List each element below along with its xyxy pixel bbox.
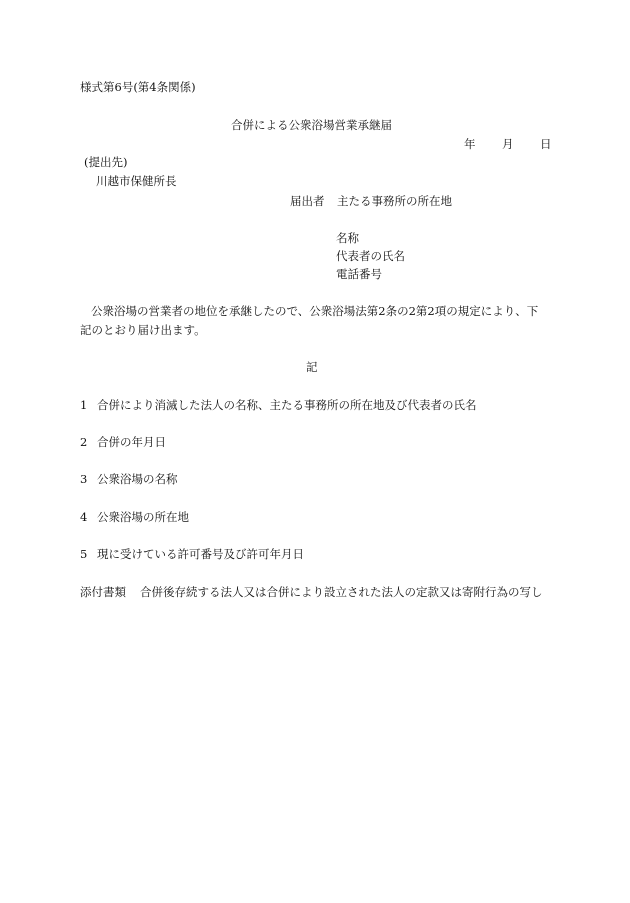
list-item xyxy=(80,400,477,412)
list-item xyxy=(80,549,304,561)
list-item-number: 4 xyxy=(80,510,88,524)
attachment-label: 添付書類 xyxy=(80,585,126,599)
list-item xyxy=(80,437,166,449)
applicant-representative-label: 代表者の氏名 xyxy=(336,249,405,263)
submit-to-label: (提出先) xyxy=(84,155,128,169)
date-year-label: 年 xyxy=(464,137,476,151)
ki-heading: 記 xyxy=(306,360,318,374)
list-item xyxy=(80,474,178,486)
list-item-text: 公衆浴場の名称 xyxy=(97,472,178,486)
list-item-text: 合併の年月日 xyxy=(97,435,166,449)
list-item-text: 現に受けている許可番号及び許可年月日 xyxy=(97,547,304,561)
list-item-text: 合併により消滅した法人の名称、主たる事務所の所在地及び代表者の氏名 xyxy=(97,398,477,412)
list-item-number: 1 xyxy=(80,398,88,412)
list-item xyxy=(80,512,189,524)
body-text-line-2: 記のとおり届け出ます。 xyxy=(80,323,206,337)
list-item-number: 3 xyxy=(80,472,88,486)
form-number-label: 様式第6号(第4条関係) xyxy=(80,80,196,94)
applicant-phone-label: 電話番号 xyxy=(336,267,382,281)
applicant-label: 届出者 xyxy=(290,194,325,208)
addressee: 川越市保健所長 xyxy=(96,174,177,188)
date-day-label: 日 xyxy=(540,137,552,151)
applicant-name-label: 名称 xyxy=(336,231,359,245)
attachment-text: 合併後存続する法人又は合併により設立された法人の定款又は寄附行為の写し xyxy=(140,585,543,599)
attachment-line xyxy=(80,587,543,599)
applicant-address-label: 主たる事務所の所在地 xyxy=(337,194,452,208)
list-item-number: 2 xyxy=(80,435,88,449)
list-item-text: 公衆浴場の所在地 xyxy=(97,510,189,524)
date-month-label: 月 xyxy=(502,137,514,151)
list-item-number: 5 xyxy=(80,547,88,561)
applicant-address-row xyxy=(290,196,452,208)
date-line xyxy=(464,139,552,151)
document-title: 合併による公衆浴場営業承継届 xyxy=(231,118,392,132)
body-text-line-1: 公衆浴場の営業者の地位を承継したので、公衆浴場法第2条の2第2項の規定により、下 xyxy=(91,304,539,318)
